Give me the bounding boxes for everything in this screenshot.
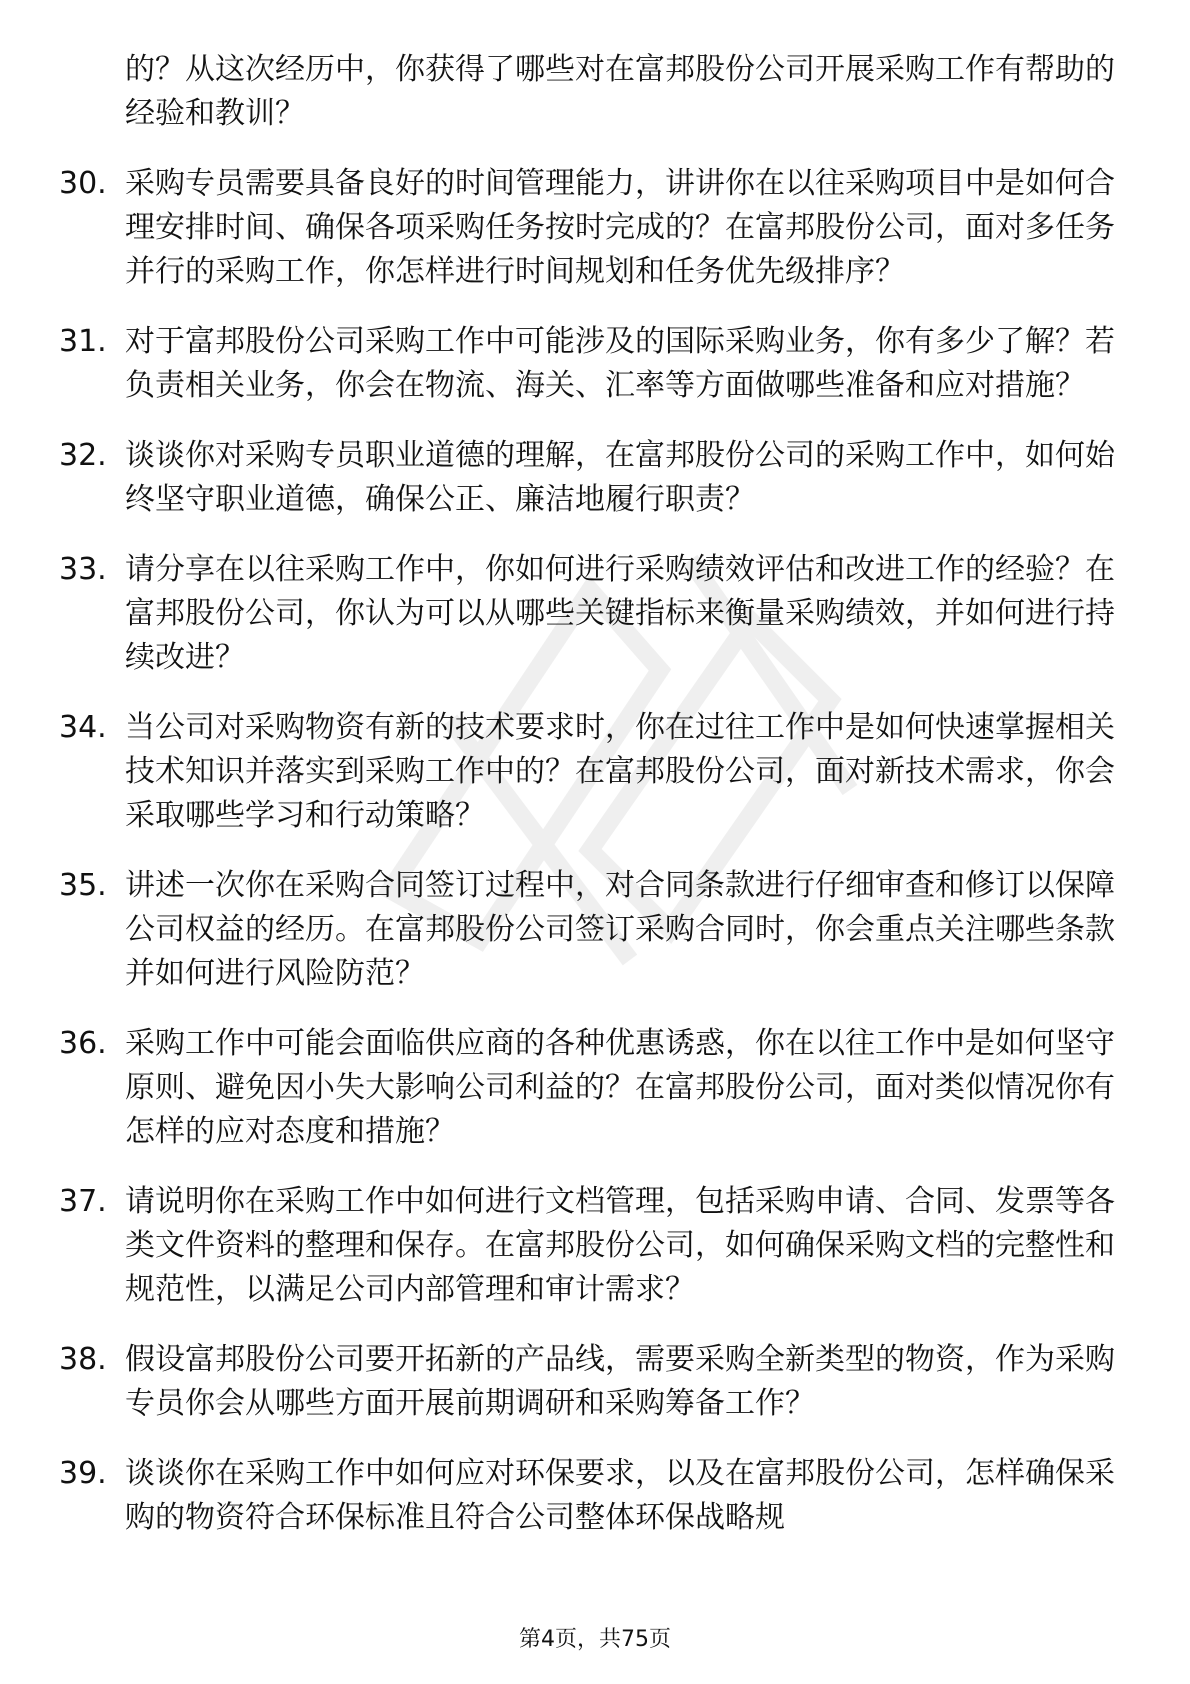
question-item [59,706,1119,838]
question-number: 34. [59,710,107,745]
question-item [59,1022,1119,1154]
question-number: 33. [59,552,107,587]
question-text: 采购专员需要具备良好的时间管理能力，讲讲你在以往采购项目中是如何合理安排时间、确保各项采购任务按时完成的？在富邦股份公司，面对多任务并行的采购工作，你怎样进行时间规划和任务优先级排序？ [125,166,1115,289]
question-number: 36. [59,1026,107,1061]
question-item [59,162,1119,294]
question-text: 对于富邦股份公司采购工作中可能涉及的国际采购业务，你有多少了解？若负责相关业务，你会在物流、海关、汇率等方面做哪些准备和应对措施？ [125,324,1115,403]
question-number: 35. [59,868,107,903]
question-item [59,1452,1119,1540]
question-item [59,548,1119,680]
question-text: 请说明你在采购工作中如何进行文档管理，包括采购申请、合同、发票等各类文件资料的整理和保存。在富邦股份公司，如何确保采购文档的完整性和规范性，以满足公司内部管理和审计需求？ [125,1184,1115,1307]
question-number: 32. [59,438,107,473]
continuation-paragraph: 的？从这次经历中，你获得了哪些对在富邦股份公司开展采购工作有帮助的经验和教训？ [125,52,1115,131]
question-number: 37. [59,1184,107,1219]
question-number: 30. [59,166,107,201]
question-text: 谈谈你在采购工作中如何应对环保要求，以及在富邦股份公司，怎样确保采购的物资符合环保标准且符合公司整体环保战略规 [125,1456,1115,1535]
page-footer: 第4页，共75页 [519,1627,671,1652]
question-text: 请分享在以往采购工作中，你如何进行采购绩效评估和改进工作的经验？在富邦股份公司，你认为可以从哪些关键指标来衡量采购绩效，并如何进行持续改进？ [125,552,1115,675]
question-item [59,864,1119,996]
question-item [59,1338,1119,1426]
question-text: 采购工作中可能会面临供应商的各种优惠诱惑，你在以往工作中是如何坚守原则、避免因小失大影响公司利益的？在富邦股份公司，面对类似情况你有怎样的应对态度和措施？ [125,1026,1115,1149]
question-text: 当公司对采购物资有新的技术要求时，你在过往工作中是如何快速掌握相关技术知识并落实到采购工作中的？在富邦股份公司，面对新技术需求，你会采取哪些学习和行动策略？ [125,710,1115,833]
question-item [59,1180,1119,1312]
question-item [59,434,1119,522]
question-text: 谈谈你对采购专员职业道德的理解，在富邦股份公司的采购工作中，如何始终坚守职业道德，确保公正、廉洁地履行职责？ [125,438,1115,517]
question-number: 39. [59,1456,107,1491]
question-number: 38. [59,1342,107,1377]
question-text: 讲述一次你在采购合同签订过程中，对合同条款进行仔细审查和修订以保障公司权益的经历。在富邦股份公司签订采购合同时，你会重点关注哪些条款并如何进行风险防范？ [125,868,1115,991]
question-number: 31. [59,324,107,359]
question-item [59,320,1119,408]
document-content [59,48,1119,1566]
question-text: 假设富邦股份公司要开拓新的产品线，需要采购全新类型的物资，作为采购专员你会从哪些方面开展前期调研和采购筹备工作？ [125,1342,1115,1421]
